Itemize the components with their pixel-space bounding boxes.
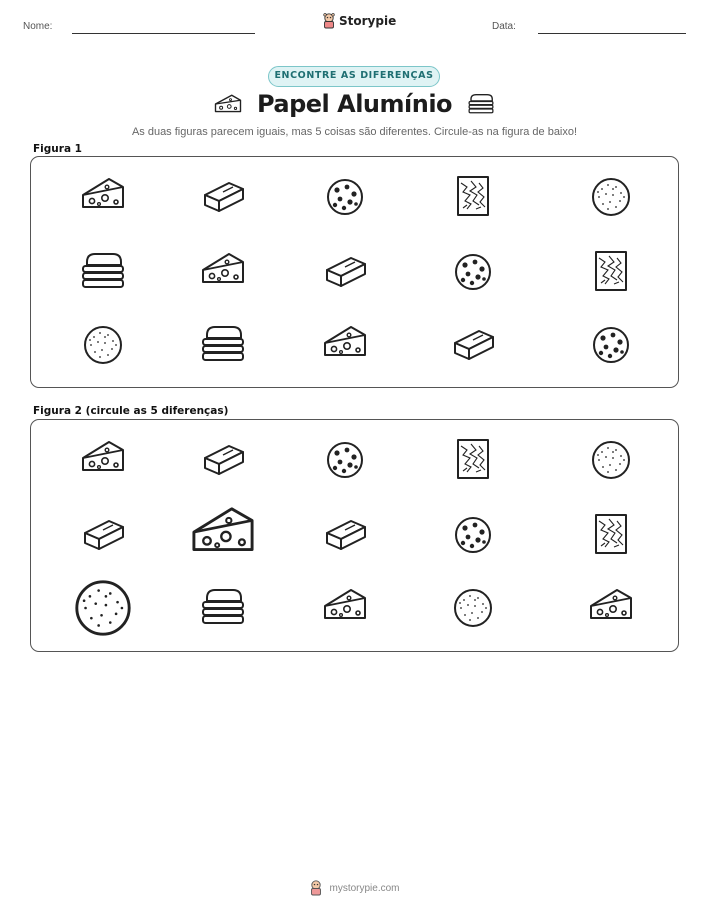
sandwich-icon[interactable]: [199, 323, 247, 367]
cookie-drawing: [321, 438, 369, 482]
date-label: Data:: [492, 21, 516, 32]
brand-logo: [322, 13, 396, 29]
cheese-icon[interactable]: [321, 586, 369, 630]
storypie-mascot-icon: [309, 880, 323, 896]
cookie-drawing: [587, 323, 635, 367]
footer-url[interactable]: mystorypie.com: [329, 882, 400, 894]
sandwich-drawing: [199, 323, 247, 367]
name-line[interactable]: [72, 33, 255, 34]
footer: [0, 880, 709, 896]
butter-drawing: [79, 513, 127, 557]
tortilla-drawing: [587, 175, 635, 219]
figure2-label: Figura 2 (circule as 5 diferenças): [33, 405, 229, 417]
instructions: As duas figuras parecem iguais, mas 5 coisas são diferentes. Circule-as na figura de baixo!: [131, 126, 578, 138]
cookie-icon[interactable]: [321, 438, 369, 482]
butter-drawing: [449, 323, 497, 367]
cookie-icon[interactable]: [321, 175, 369, 219]
tortilla-icon[interactable]: [68, 576, 138, 640]
cheese-drawing: [321, 586, 369, 630]
butter-icon[interactable]: [449, 323, 497, 367]
foil-sheet-drawing: [449, 175, 497, 219]
tortilla-icon[interactable]: [587, 438, 635, 482]
cookie-icon[interactable]: [587, 323, 635, 367]
foil-sheet-drawing: [587, 250, 635, 294]
cheese-drawing: [79, 175, 127, 219]
sandwich-drawing: [79, 250, 127, 294]
foil-sheet-icon[interactable]: [449, 175, 497, 219]
sandwich-icon[interactable]: [79, 250, 127, 294]
figure1-label: Figura 1: [33, 143, 82, 155]
name-label: Nome:: [23, 21, 53, 32]
butter-icon[interactable]: [79, 513, 127, 557]
tortilla-drawing: [449, 586, 497, 630]
foil-sheet-icon[interactable]: [449, 438, 497, 482]
cookie-icon[interactable]: [449, 250, 497, 294]
butter-drawing: [199, 175, 247, 219]
cheese-drawing: [587, 586, 635, 630]
foil-sheet-drawing: [449, 438, 497, 482]
butter-drawing: [321, 250, 369, 294]
tortilla-drawing: [79, 323, 127, 367]
butter-drawing: [199, 438, 247, 482]
sandwich-drawing: [199, 586, 247, 630]
cookie-drawing: [449, 250, 497, 294]
sandwich-icon[interactable]: [199, 586, 247, 630]
foil-sheet-icon[interactable]: [587, 250, 635, 294]
butter-icon[interactable]: [199, 438, 247, 482]
tortilla-icon[interactable]: [79, 323, 127, 367]
title-row: [0, 90, 709, 118]
cheese-icon[interactable]: [79, 175, 127, 219]
butter-icon[interactable]: [321, 513, 369, 557]
cheese-icon[interactable]: [199, 250, 247, 294]
foil-sheet-drawing: [587, 513, 635, 557]
activity-badge: ENCONTRE AS DIFERENÇAS: [268, 66, 440, 87]
butter-drawing: [321, 513, 369, 557]
cookie-drawing: [449, 513, 497, 557]
storypie-mascot-icon: [322, 13, 336, 29]
cheese-drawing: [199, 250, 247, 294]
tortilla-icon[interactable]: [449, 586, 497, 630]
butter-icon[interactable]: [199, 175, 247, 219]
cheese-icon[interactable]: [321, 323, 369, 367]
date-line[interactable]: [538, 33, 686, 34]
cheese-icon: [213, 92, 243, 116]
cheese-icon[interactable]: [79, 438, 127, 482]
sandwich-icon: [466, 92, 496, 116]
cheese-drawing: [79, 438, 127, 482]
brand-name: Storypie: [339, 14, 397, 28]
cheese-icon[interactable]: [188, 503, 258, 567]
figure1-panel[interactable]: [30, 156, 679, 388]
cookie-icon[interactable]: [449, 513, 497, 557]
figure2-panel[interactable]: [30, 419, 679, 652]
cheese-drawing: [321, 323, 369, 367]
tortilla-drawing: [68, 576, 138, 640]
cheese-drawing: [188, 503, 258, 567]
cookie-drawing: [321, 175, 369, 219]
foil-sheet-icon[interactable]: [587, 513, 635, 557]
tortilla-icon[interactable]: [587, 175, 635, 219]
page-title: Papel Alumínio: [256, 90, 453, 118]
cheese-icon[interactable]: [587, 586, 635, 630]
butter-icon[interactable]: [321, 250, 369, 294]
tortilla-drawing: [587, 438, 635, 482]
